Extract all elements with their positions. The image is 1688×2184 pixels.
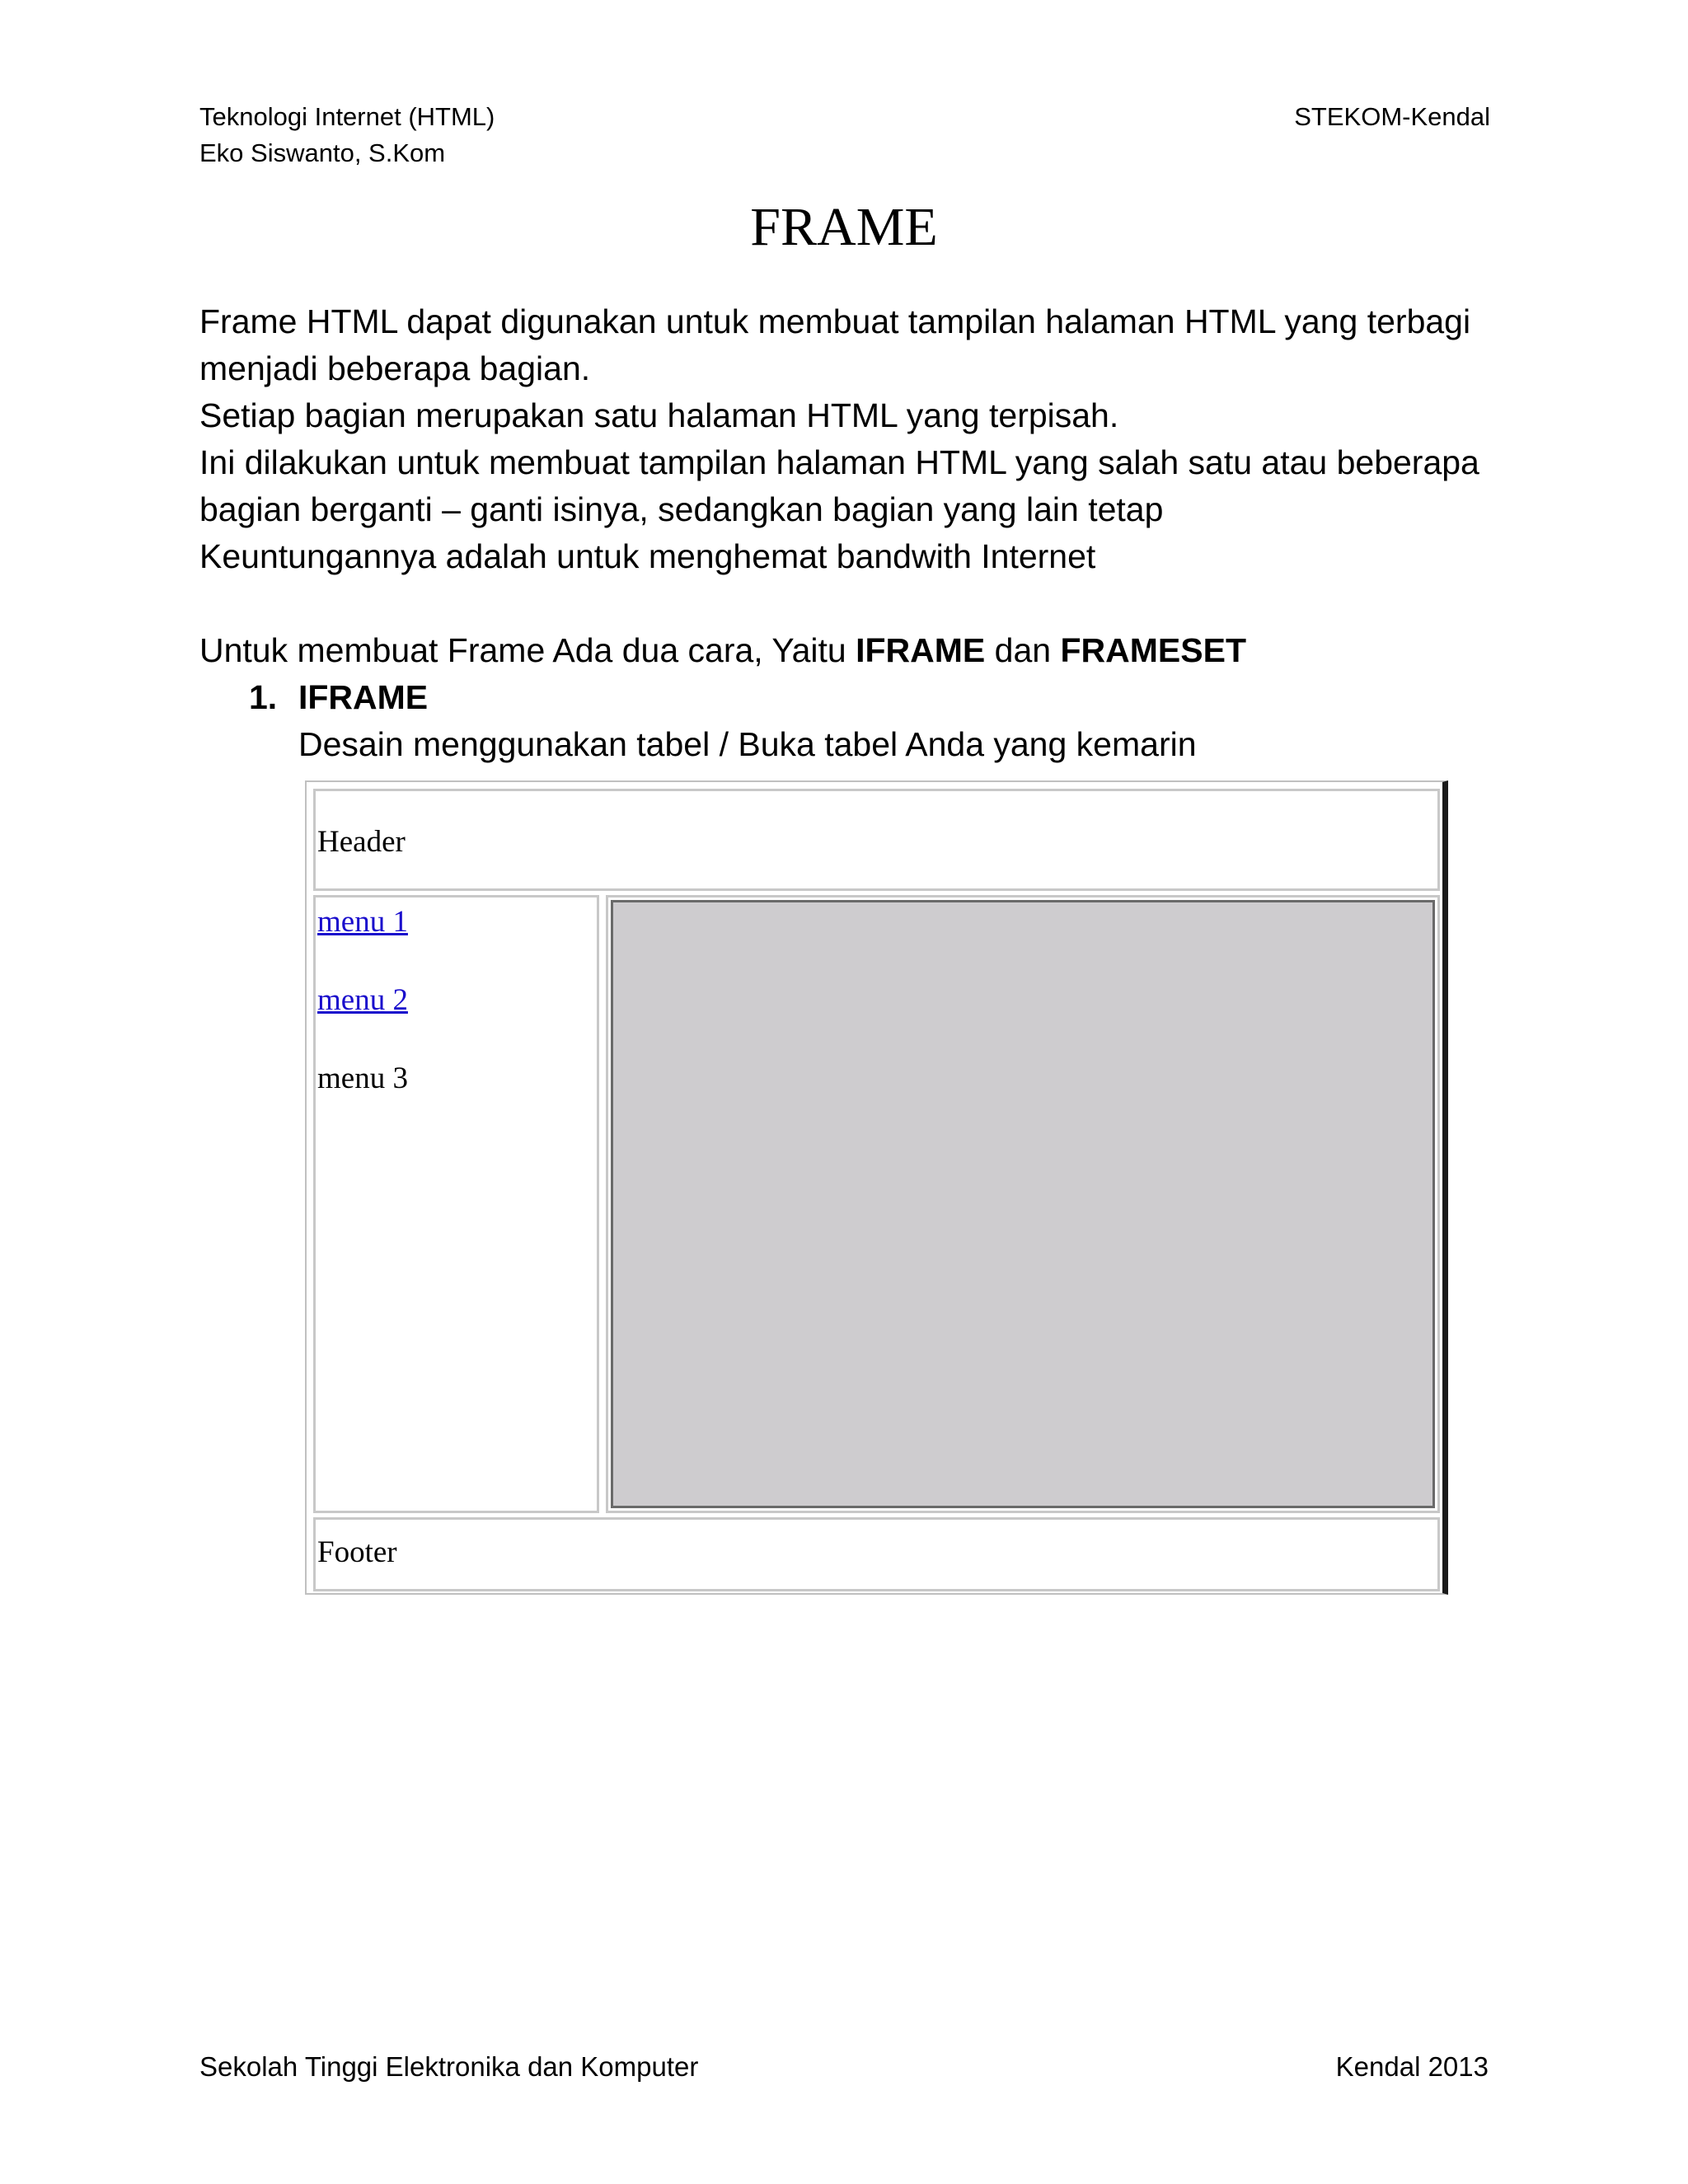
page-footer-left: Sekolah Tinggi Elektronika dan Komputer xyxy=(199,2051,699,2082)
institution-name: STEKOM-Kendal xyxy=(1294,102,1490,131)
course-title: Teknologi Internet (HTML) xyxy=(199,102,495,131)
table-content-cell xyxy=(606,895,1440,1513)
author-name: Eko Siswanto, S.Kom xyxy=(199,138,446,167)
footer-label: Footer xyxy=(317,1535,397,1569)
table-header-cell xyxy=(313,789,1440,891)
list-heading: IFRAME xyxy=(298,678,429,716)
menu-link-2[interactable]: menu 2 xyxy=(317,983,408,1017)
layout-table-mockup xyxy=(305,780,1448,1595)
menu-link-1[interactable]: menu 1 xyxy=(317,905,408,939)
paragraph: Frame HTML dapat digunakan untuk membuat tampilan halaman HTML yang terbagi menjadi beberapa bagian. xyxy=(199,302,1471,387)
intro-prefix: Untuk membuat Frame Ada dua cara, Yaitu xyxy=(199,631,856,669)
paragraph: Ini dilakukan untuk membuat tampilan halaman HTML yang salah satu atau beberapa bagian berganti – ganti isinya, sedangkan bagian yang lain tetap xyxy=(199,443,1479,528)
body-text xyxy=(199,298,1518,768)
table-menu-cell xyxy=(313,895,599,1513)
page-title: FRAME xyxy=(750,197,938,257)
paragraph: Keuntungannya adalah untuk menghemat bandwith Internet xyxy=(199,537,1096,575)
list-description: Desain menggunakan tabel / Buka tabel Anda yang kemarin xyxy=(298,725,1197,763)
intro-middle: dan xyxy=(985,631,1061,669)
intro-line xyxy=(199,627,1518,674)
list-item xyxy=(199,674,1518,721)
menu-item-3: menu 3 xyxy=(317,1062,408,1095)
method-frameset: FRAMESET xyxy=(1060,631,1246,669)
table-footer-cell xyxy=(313,1517,1440,1591)
iframe-area[interactable] xyxy=(611,900,1435,1508)
page-header-left xyxy=(199,99,495,171)
list-number: 1. xyxy=(249,678,278,716)
spacer xyxy=(199,580,1518,627)
header-label: Header xyxy=(317,825,406,859)
method-iframe: IFRAME xyxy=(856,631,986,669)
paragraph: Setiap bagian merupakan satu halaman HTML yang terpisah. xyxy=(199,396,1119,434)
page-footer-right: Kendal 2013 xyxy=(1335,2051,1489,2082)
